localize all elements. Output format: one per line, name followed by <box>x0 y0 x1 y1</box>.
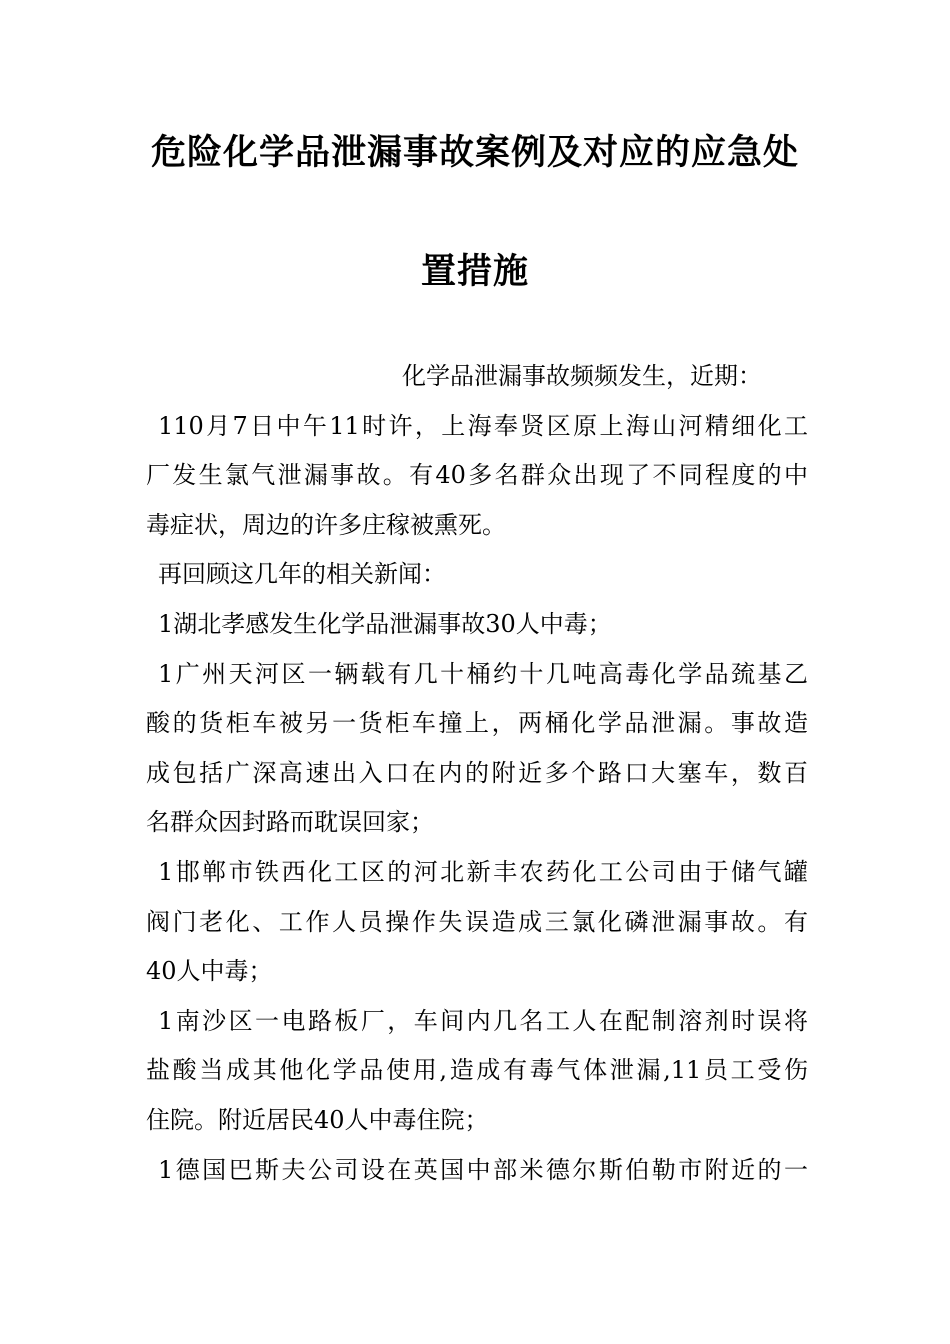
paragraph-line: 再回顾这几年的相关新闻： <box>158 560 446 589</box>
paragraph-line: 40人中毒； <box>146 957 273 986</box>
paragraph-line: 名群众因封路而耽误回家； <box>146 808 434 837</box>
document-body <box>146 352 808 1195</box>
document-title-line-2: 置措施 <box>420 252 529 292</box>
intro-line: 化学品泄漏事故频频发生，近期： <box>402 362 762 390</box>
paragraph-line: 阀门老化、工作人员操作失误造成三氯化磷泄漏事故。有 <box>146 907 808 936</box>
paragraph-line: 成包括广深高速出入口在内的附近多个路口大塞车，数百 <box>146 758 808 787</box>
paragraph-line: 1南沙区一电路板厂，车间内几名工人在配制溶剂时误将 <box>158 1006 808 1035</box>
paragraph-line: 1广州天河区一辆载有几十桶约十几吨高毒化学品巯基乙 <box>158 659 808 688</box>
paragraph-line: 厂发生氯气泄漏事故。有40多名群众出现了不同程度的中 <box>146 461 808 490</box>
paragraph-line: 毒症状，周边的许多庄稼被熏死。 <box>146 510 506 539</box>
paragraph-line: 盐酸当成其他化学品使用,造成有毒气体泄漏,11员工受伤 <box>146 1056 808 1085</box>
paragraph-line: 1德国巴斯夫公司设在英国中部米德尔斯伯勒市附近的一 <box>158 1155 808 1184</box>
paragraph-line: 酸的货柜车被另一货柜车撞上，两桶化学品泄漏。事故造 <box>146 709 808 738</box>
paragraph-line: 110月7日中午11时许，上海奉贤区原上海山河精细化工 <box>158 411 808 440</box>
paragraph-line: 住院。附近居民40人中毒住院； <box>146 1105 489 1134</box>
paragraph-line: 1湖北孝感发生化学品泄漏事故30人中毒； <box>158 609 612 638</box>
document-title-line-1: 危险化学品泄漏事故案例及对应的应急处 <box>150 133 799 173</box>
paragraph-line: 1邯郸市铁西化工区的河北新丰农药化工公司由于储气罐 <box>158 857 808 886</box>
